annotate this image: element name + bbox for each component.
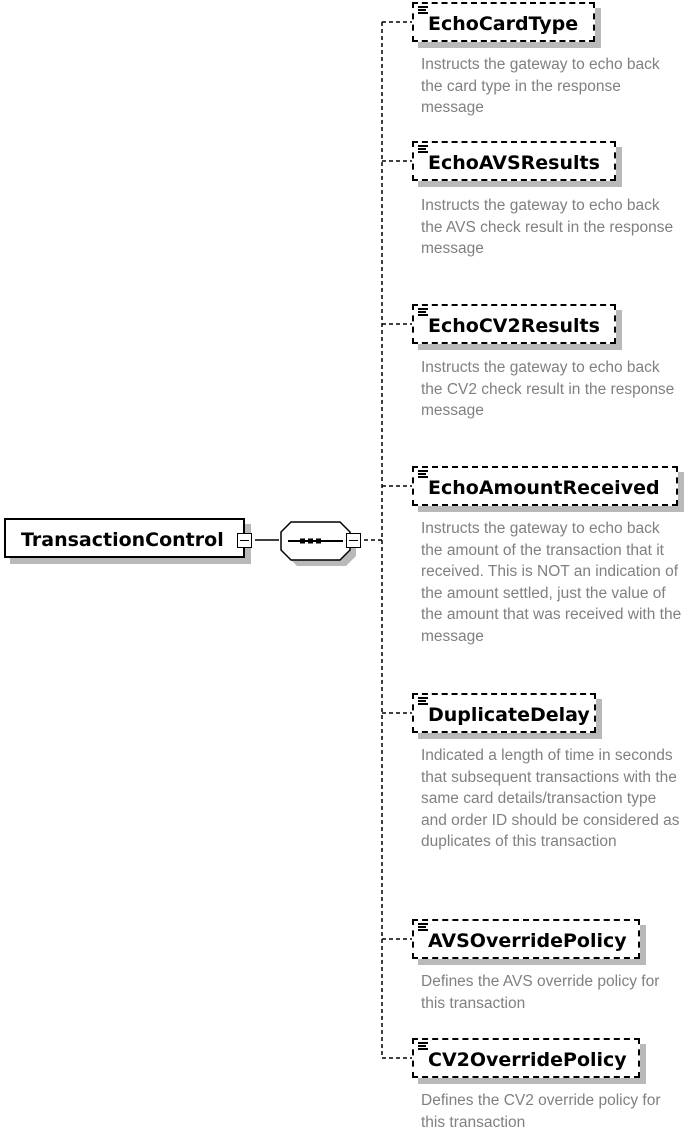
documentation-lines-icon <box>418 470 428 479</box>
element-description: Defines the AVS override policy for this transaction <box>421 973 660 1012</box>
element-label: EchoAVSResults <box>428 152 600 174</box>
element-description: Instructs the gateway to echo back the amount of the transaction that it received. This is NOT an indication of the amount settled, just the value of the amount that was received with the message <box>421 520 682 645</box>
root-element-transactioncontrol[interactable] <box>4 518 245 558</box>
documentation-lines-icon <box>418 6 428 15</box>
root-element-label: TransactionControl <box>21 529 224 551</box>
element-avsoverridepolicy[interactable] <box>412 919 640 959</box>
element-echocardtype[interactable] <box>412 2 595 42</box>
element-label: EchoCardType <box>428 13 579 35</box>
element-duplicatedelay[interactable] <box>412 693 596 733</box>
element-label: AVSOverridePolicy <box>428 930 627 952</box>
documentation-lines-icon <box>418 923 428 932</box>
element-cv2overridepolicy[interactable] <box>412 1038 640 1078</box>
documentation-lines-icon <box>418 145 428 154</box>
collapse-root-toggle-icon[interactable] <box>237 533 252 548</box>
element-description: Instructs the gateway to echo back the AVS check result in the response message <box>421 197 674 257</box>
element-label: EchoAmountReceived <box>428 477 660 499</box>
element-description: Instructs the gateway to echo back the CV2 check result in the response message <box>421 359 675 419</box>
documentation-lines-icon <box>418 1042 428 1051</box>
element-label: DuplicateDelay <box>428 704 590 726</box>
documentation-lines-icon <box>418 308 428 317</box>
element-description: Indicated a length of time in seconds that subsequent transactions with the same card details/transaction type and order ID should be considered as duplicates of this transaction <box>421 747 680 850</box>
collapse-sequence-toggle-icon[interactable] <box>346 533 361 548</box>
element-description: Instructs the gateway to echo back the card type in the response message <box>421 56 660 116</box>
element-echoamountreceived[interactable] <box>412 466 678 506</box>
element-label: CV2OverridePolicy <box>428 1049 627 1071</box>
element-description: Defines the CV2 override policy for this transaction <box>421 1092 661 1131</box>
element-echoavsresults[interactable] <box>412 141 616 181</box>
documentation-lines-icon <box>418 697 428 706</box>
element-label: EchoCV2Results <box>428 315 600 337</box>
element-echocv2results[interactable] <box>412 304 616 344</box>
